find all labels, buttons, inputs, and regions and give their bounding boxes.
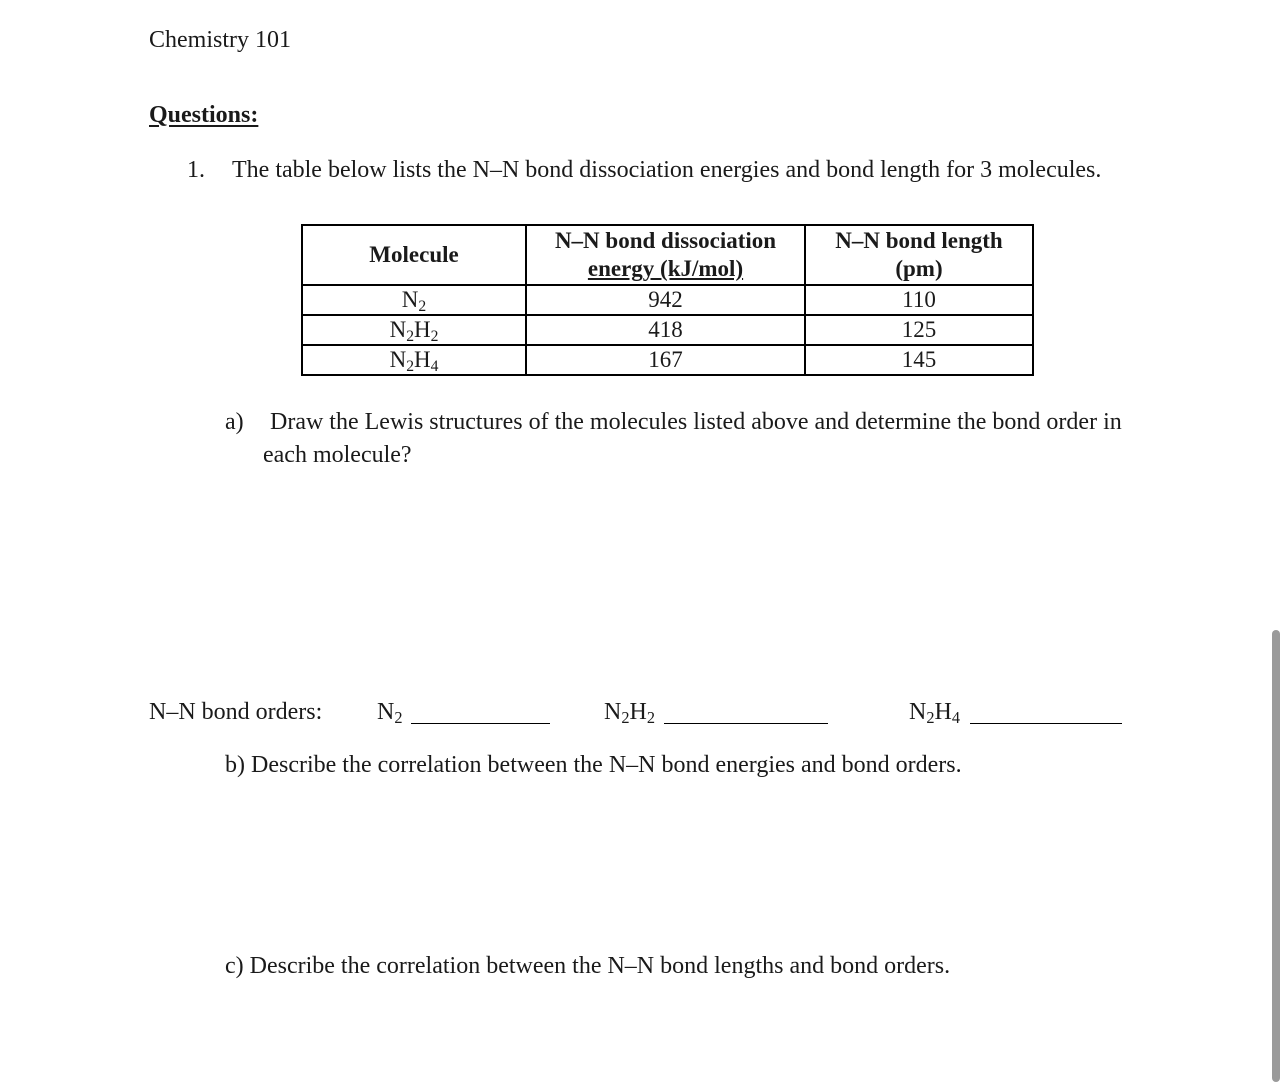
part-b-question: b) Describe the correlation between the N–N bond energies and bond orders. xyxy=(225,752,962,778)
part-a-label: a) xyxy=(225,409,244,435)
question-text: The table below lists the N–N bond dissociation energies and bond length for 3 molecules. xyxy=(232,157,1102,183)
bond-orders-label: N–N bond orders: xyxy=(149,699,323,725)
n-subscript: 2 xyxy=(621,708,630,728)
course-title: Chemistry 101 xyxy=(149,27,291,53)
part-c-question: c) Describe the correlation between the N–N bond lengths and bond orders. xyxy=(225,953,951,979)
n-subscript: 2 xyxy=(394,708,403,728)
molecule-cell: $N_2H_4$ xyxy=(302,345,526,375)
table-row xyxy=(302,285,1033,315)
length-cell: 110 xyxy=(805,285,1033,315)
header-energy xyxy=(526,225,805,285)
n-subscript: 2 xyxy=(926,708,935,728)
header-length-line2: (pm) xyxy=(895,256,943,281)
bond-order-n2h2-blank[interactable] xyxy=(664,723,828,724)
header-length-line1: N–N bond length xyxy=(835,228,1003,253)
question-number: 1. xyxy=(187,157,205,183)
bond-order-n2h4-label: $N_2H_4$ xyxy=(909,699,960,728)
header-molecule: Molecule xyxy=(302,225,526,285)
part-a-text-line1: Draw the Lewis structures of the molecules listed above and determine the bond order in xyxy=(270,409,1122,435)
n-subscript: 2 xyxy=(406,327,414,345)
h-subscript: 4 xyxy=(430,357,439,375)
h-subscript: 4 xyxy=(951,708,960,728)
n-subscript: 2 xyxy=(418,297,427,315)
n-subscript: 2 xyxy=(406,357,414,375)
bond-order-n2-label: $N_2$ xyxy=(377,699,403,728)
header-length xyxy=(805,225,1033,285)
energy-cell: 167 xyxy=(526,345,805,375)
table-row xyxy=(302,345,1033,375)
molecule-cell: $N_2H_2$ xyxy=(302,315,526,345)
bond-order-n2h4-blank[interactable] xyxy=(970,723,1122,724)
h-subscript: 2 xyxy=(430,327,439,345)
molecule-cell: $N_2$ xyxy=(302,285,526,315)
header-energy-line2: energy (kJ/mol) xyxy=(587,256,744,281)
bond-order-n2h2-label: $N_2H_2$ xyxy=(604,699,655,728)
bond-data-table xyxy=(301,224,1034,376)
length-cell: 145 xyxy=(805,345,1033,375)
header-energy-line1: N–N bond dissociation xyxy=(554,228,777,253)
part-a-text-line2: each molecule? xyxy=(263,442,412,468)
questions-heading: Questions: xyxy=(149,102,259,128)
table-row xyxy=(302,315,1033,345)
vertical-scrollbar[interactable] xyxy=(1272,630,1280,1082)
energy-cell: 418 xyxy=(526,315,805,345)
energy-cell: 942 xyxy=(526,285,805,315)
bond-order-n2-blank[interactable] xyxy=(411,723,550,724)
h-subscript: 2 xyxy=(646,708,655,728)
table-header-row xyxy=(302,225,1033,285)
length-cell: 125 xyxy=(805,315,1033,345)
